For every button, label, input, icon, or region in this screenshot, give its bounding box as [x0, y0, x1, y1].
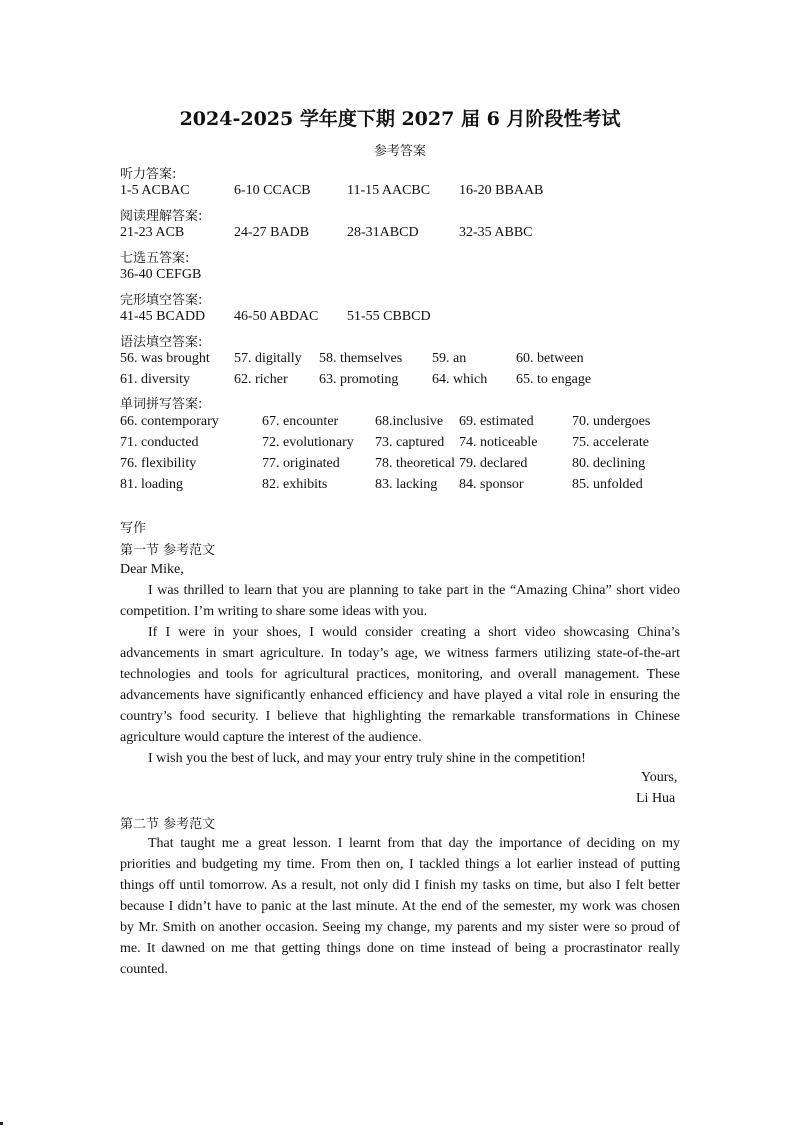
spelling-answer: 73. captured [375, 435, 445, 450]
essay-paragraph: That taught me a great lesson. I learnt from that day the importance of deciding on my priorities and budgeting my time. From then on, I tackled things a lot earlier instead of putting things off until tomorrow. As a result, not only did I finish my tasks on time, but also I felt better because I didn’t have to panic at the last minute. At the end of the semester, my work was chosen by Mr. Smith on another occasion. Seeing my change, my parents and my sister were so proud of me. It dawned on me that getting things done on time instead of being a procrastinator really counted. [120, 836, 680, 977]
letter-salutation: Dear Mike, [120, 562, 184, 577]
reading-answer: 24-27 BADB [234, 225, 310, 240]
spelling-answer: 75. accelerate [572, 435, 649, 450]
spelling-answer: 85. unfolded [572, 477, 643, 492]
writing-part2-essay [120, 833, 680, 980]
listening-answer: 6-10 CCACB [234, 183, 311, 198]
essay-paragraph: I was thrilled to learn that you are planning to take part in the “Amazing China” short video competition. I’m writing to share some ideas with you. [120, 583, 680, 619]
spelling-answer: 81. loading [120, 477, 183, 492]
spelling-answer: 69. estimated [459, 414, 534, 429]
grammar-answer: 58. themselves [319, 351, 403, 366]
letter-signature: Li Hua [636, 791, 676, 806]
spelling-answer: 82. exhibits [262, 477, 328, 492]
reading-answer: 28-31ABCD [347, 225, 419, 240]
spelling-answer: 77. originated [262, 456, 340, 471]
spelling-answer: 78. theoretical [375, 456, 456, 471]
seven-choose-five-label: 七选五答案: [120, 251, 190, 266]
letter-closing: Yours, [641, 770, 678, 785]
grammar-answer: 56. was brought [120, 351, 210, 366]
spelling-answer: 80. declining [572, 456, 646, 471]
spelling-answer: 76. flexibility [120, 456, 197, 471]
grammar-answer: 60. between [516, 351, 584, 366]
grammar-answer: 59. an [432, 351, 467, 366]
listening-answer: 16-20 BBAAB [459, 183, 544, 198]
reading-answer: 32-35 ABBC [459, 225, 533, 240]
listening-answer: 1-5 ACBAC [120, 183, 190, 198]
spelling-answer: 66. contemporary [120, 414, 219, 429]
grammar-answer: 65. to engage [516, 372, 592, 387]
cloze-answer: 46-50 ABDAC [234, 309, 319, 324]
spelling-answer: 79. declared [459, 456, 528, 471]
reading-answer: 21-23 ACB [120, 225, 185, 240]
spelling-answer: 84. sponsor [459, 477, 524, 492]
essay-paragraph: If I were in your shoes, I would consider creating a short video showcasing China’s advancements in smart agriculture. In today’s age, we witness farmers utilizing state-of-the-art technologies and tools for agricultural practices, monitoring, and overall management. These advancements have significantly enhanced efficiency and have played a vital role in ensuring the country’s food security. I believe that highlighting the remarkable transformations in Chinese agriculture would capture the interest of the audience. [120, 625, 680, 745]
writing-part2-label: 第二节 参考范文 [120, 817, 216, 832]
writing-part1-essay [120, 559, 680, 769]
spelling-answer: 72. evolutionary [262, 435, 354, 450]
writing-part1-label: 第一节 参考范文 [120, 543, 216, 558]
grammar-answer: 63. promoting [319, 372, 399, 387]
grammar-answer: 61. diversity [120, 372, 190, 387]
spelling-answer: 68.inclusive [375, 414, 444, 429]
grammar-answer: 57. digitally [234, 351, 302, 366]
grammar-answer: 62. richer [234, 372, 288, 387]
page-subtitle: 参考答案 [373, 144, 426, 159]
spelling-answer: 74. noticeable [459, 435, 538, 450]
listening-label: 听力答案: [120, 167, 177, 182]
listening-answer: 11-15 AACBC [347, 183, 431, 198]
cloze-answer: 51-55 CBBCD [347, 309, 431, 324]
grammar-answer: 64. which [432, 372, 488, 387]
essay-paragraph: I wish you the best of luck, and may your entry truly shine in the competition! [148, 751, 586, 766]
cloze-answer: 41-45 BCADD [120, 309, 206, 324]
scan-mark [0, 1122, 3, 1125]
writing-label: 写作 [120, 521, 147, 536]
reading-label: 阅读理解答案: [120, 209, 203, 224]
cloze-label: 完形填空答案: [120, 293, 203, 308]
page-title: 2024-2025 学年度下期 2027 届 6 月阶段性考试 [179, 108, 621, 130]
seven-choose-five-answer: 36-40 CEFGB [120, 267, 202, 282]
grammar-label: 语法填空答案: [120, 335, 203, 350]
spelling-answer: 70. undergoes [572, 414, 651, 429]
spelling-answer: 67. encounter [262, 414, 339, 429]
spelling-answer: 83. lacking [375, 477, 438, 492]
spelling-answer: 71. conducted [120, 435, 199, 450]
spelling-label: 单词拼写答案: [120, 397, 203, 412]
